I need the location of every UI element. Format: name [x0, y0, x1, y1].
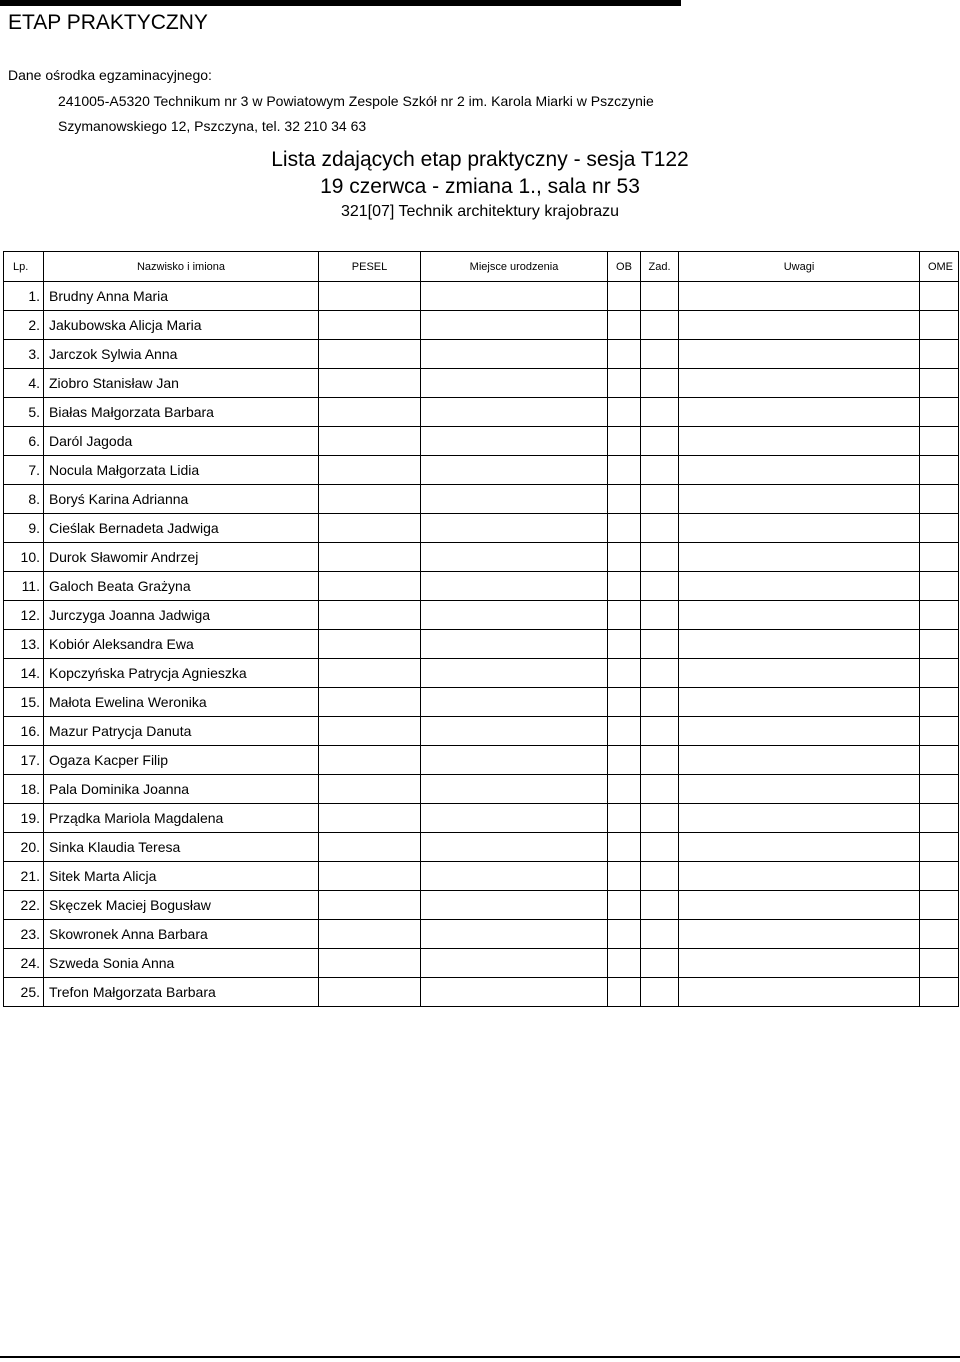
birthplace-cell [421, 601, 608, 630]
pesel-cell [319, 543, 421, 572]
student-name: Kobiór Aleksandra Ewa [44, 630, 319, 659]
birthplace-cell [421, 485, 608, 514]
pesel-cell [319, 282, 421, 311]
pesel-cell [319, 949, 421, 978]
birthplace-cell [421, 717, 608, 746]
row-number: 19. [4, 804, 44, 833]
exam-center-name: 241005-A5320 Technikum nr 3 w Powiatowym Zespole Szkół nr 2 im. Karola Miarki w Pszczynie [58, 93, 654, 109]
pesel-cell [319, 398, 421, 427]
birthplace-cell [421, 949, 608, 978]
uwagi-cell [679, 804, 920, 833]
uwagi-cell [679, 775, 920, 804]
table-row [4, 746, 959, 775]
ome-cell [920, 369, 959, 398]
uwagi-cell [679, 601, 920, 630]
zad-cell [641, 630, 679, 659]
zad-cell [641, 688, 679, 717]
zad-cell [641, 659, 679, 688]
ome-cell [920, 804, 959, 833]
ome-cell [920, 862, 959, 891]
zad-cell [641, 543, 679, 572]
ob-cell [608, 572, 641, 601]
row-number: 9. [4, 514, 44, 543]
zad-cell [641, 833, 679, 862]
uwagi-cell [679, 427, 920, 456]
session-details: 19 czerwca - zmiana 1., sala nr 53 [320, 175, 640, 198]
column-header-pesel: PESEL [319, 252, 421, 282]
ob-cell [608, 369, 641, 398]
table-row [4, 630, 959, 659]
table-row [4, 688, 959, 717]
student-name: Jakubowska Alicja Maria [44, 311, 319, 340]
ob-cell [608, 862, 641, 891]
table-row [4, 456, 959, 485]
pesel-cell [319, 630, 421, 659]
row-number: 11. [4, 572, 44, 601]
uwagi-cell [679, 282, 920, 311]
birthplace-cell [421, 833, 608, 862]
table-row [4, 340, 959, 369]
ome-cell [920, 282, 959, 311]
ob-cell [608, 340, 641, 369]
birthplace-cell [421, 311, 608, 340]
uwagi-cell [679, 949, 920, 978]
table-row [4, 514, 959, 543]
bottom-rule [0, 1356, 960, 1358]
row-number: 1. [4, 282, 44, 311]
table-row [4, 891, 959, 920]
student-name: Białas Małgorzata Barbara [44, 398, 319, 427]
table-row [4, 775, 959, 804]
birthplace-cell [421, 862, 608, 891]
uwagi-cell [679, 514, 920, 543]
table-row [4, 978, 959, 1007]
uwagi-cell [679, 456, 920, 485]
birthplace-cell [421, 543, 608, 572]
row-number: 18. [4, 775, 44, 804]
pesel-cell [319, 311, 421, 340]
ob-cell [608, 543, 641, 572]
birthplace-cell [421, 369, 608, 398]
zad-cell [641, 891, 679, 920]
ob-cell [608, 601, 641, 630]
pesel-cell [319, 427, 421, 456]
uwagi-cell [679, 688, 920, 717]
student-name: Małota Ewelina Weronika [44, 688, 319, 717]
pesel-cell [319, 659, 421, 688]
pesel-cell [319, 978, 421, 1007]
top-rule [0, 0, 681, 6]
student-name: Jarczok Sylwia Anna [44, 340, 319, 369]
ome-cell [920, 572, 959, 601]
table-row [4, 862, 959, 891]
ome-cell [920, 311, 959, 340]
uwagi-cell [679, 543, 920, 572]
ome-cell [920, 398, 959, 427]
ob-cell [608, 775, 641, 804]
student-name: Kopczyńska Patrycja Agnieszka [44, 659, 319, 688]
ob-cell [608, 485, 641, 514]
student-name: Daról Jagoda [44, 427, 319, 456]
uwagi-cell [679, 978, 920, 1007]
uwagi-cell [679, 630, 920, 659]
student-name: Cieślak Bernadeta Jadwiga [44, 514, 319, 543]
uwagi-cell [679, 340, 920, 369]
student-name: Skowronek Anna Barbara [44, 920, 319, 949]
table-row [4, 427, 959, 456]
uwagi-cell [679, 862, 920, 891]
ob-cell [608, 659, 641, 688]
qualification-name: 321[07] Technik architektury krajobrazu [340, 203, 620, 220]
ob-cell [608, 804, 641, 833]
student-name: Ziobro Stanisław Jan [44, 369, 319, 398]
ob-cell [608, 746, 641, 775]
ob-cell [608, 833, 641, 862]
birthplace-cell [421, 427, 608, 456]
student-name: Jurczyga Joanna Jadwiga [44, 601, 319, 630]
zad-cell [641, 340, 679, 369]
uwagi-cell [679, 833, 920, 862]
pesel-cell [319, 514, 421, 543]
row-number: 20. [4, 833, 44, 862]
zad-cell [641, 514, 679, 543]
table-row [4, 601, 959, 630]
pesel-cell [319, 572, 421, 601]
table-row [4, 311, 959, 340]
ob-cell [608, 949, 641, 978]
ob-cell [608, 630, 641, 659]
table-row [4, 572, 959, 601]
zad-cell [641, 949, 679, 978]
pesel-cell [319, 688, 421, 717]
birthplace-cell [421, 688, 608, 717]
row-number: 17. [4, 746, 44, 775]
row-number: 24. [4, 949, 44, 978]
zad-cell [641, 775, 679, 804]
table-row [4, 804, 959, 833]
column-header-ome: OME [920, 252, 959, 282]
student-name: Trefon Małgorzata Barbara [44, 978, 319, 1007]
birthplace-cell [421, 398, 608, 427]
uwagi-cell [679, 369, 920, 398]
ome-cell [920, 688, 959, 717]
ome-cell [920, 340, 959, 369]
birthplace-cell [421, 456, 608, 485]
pesel-cell [319, 862, 421, 891]
pesel-cell [319, 833, 421, 862]
column-header-zad: Zad. [641, 252, 679, 282]
ob-cell [608, 891, 641, 920]
zad-cell [641, 398, 679, 427]
row-number: 5. [4, 398, 44, 427]
zad-cell [641, 369, 679, 398]
ome-cell [920, 456, 959, 485]
table-row [4, 543, 959, 572]
birthplace-cell [421, 804, 608, 833]
birthplace-cell [421, 775, 608, 804]
ob-cell [608, 456, 641, 485]
column-header-ob: OB [608, 252, 641, 282]
column-header-uwagi: Uwagi [679, 252, 920, 282]
zad-cell [641, 427, 679, 456]
birthplace-cell [421, 920, 608, 949]
ome-cell [920, 601, 959, 630]
pesel-cell [319, 340, 421, 369]
zad-cell [641, 717, 679, 746]
row-number: 8. [4, 485, 44, 514]
birthplace-cell [421, 572, 608, 601]
ome-cell [920, 746, 959, 775]
column-header-birthplace: Miejsce urodzenia [421, 252, 608, 282]
uwagi-cell [679, 717, 920, 746]
ob-cell [608, 282, 641, 311]
zad-cell [641, 978, 679, 1007]
uwagi-cell [679, 398, 920, 427]
student-name: Sinka Klaudia Teresa [44, 833, 319, 862]
ob-cell [608, 717, 641, 746]
pesel-cell [319, 920, 421, 949]
table-row [4, 659, 959, 688]
ob-cell [608, 688, 641, 717]
zad-cell [641, 920, 679, 949]
table-row [4, 833, 959, 862]
zad-cell [641, 804, 679, 833]
table-row [4, 485, 959, 514]
list-title: Lista zdających etap praktyczny - sesja T122 [271, 148, 689, 171]
table-header-row [4, 252, 959, 282]
table-row [4, 282, 959, 311]
row-number: 15. [4, 688, 44, 717]
student-rows [4, 282, 959, 1007]
ome-cell [920, 514, 959, 543]
table-row [4, 920, 959, 949]
zad-cell [641, 601, 679, 630]
uwagi-cell [679, 746, 920, 775]
zad-cell [641, 311, 679, 340]
row-number: 23. [4, 920, 44, 949]
zad-cell [641, 746, 679, 775]
column-header-name: Nazwisko i imiona [44, 252, 319, 282]
student-name: Skęczek Maciej Bogusław [44, 891, 319, 920]
row-number: 6. [4, 427, 44, 456]
ome-cell [920, 543, 959, 572]
ome-cell [920, 978, 959, 1007]
row-number: 2. [4, 311, 44, 340]
pesel-cell [319, 601, 421, 630]
uwagi-cell [679, 659, 920, 688]
ob-cell [608, 311, 641, 340]
student-name: Boryś Karina Adrianna [44, 485, 319, 514]
pesel-cell [319, 717, 421, 746]
row-number: 13. [4, 630, 44, 659]
ome-cell [920, 775, 959, 804]
row-number: 10. [4, 543, 44, 572]
zad-cell [641, 456, 679, 485]
row-number: 3. [4, 340, 44, 369]
ob-cell [608, 978, 641, 1007]
student-name: Durok Sławomir Andrzej [44, 543, 319, 572]
student-name: Mazur Patrycja Danuta [44, 717, 319, 746]
zad-cell [641, 572, 679, 601]
student-name: Pala Dominika Joanna [44, 775, 319, 804]
pesel-cell [319, 746, 421, 775]
uwagi-cell [679, 572, 920, 601]
birthplace-cell [421, 282, 608, 311]
student-name: Brudny Anna Maria [44, 282, 319, 311]
ob-cell [608, 514, 641, 543]
column-header-lp: Lp. [4, 252, 44, 282]
ome-cell [920, 485, 959, 514]
row-number: 16. [4, 717, 44, 746]
table-row [4, 717, 959, 746]
student-list-table [3, 251, 959, 1007]
student-name: Sitek Marta Alicja [44, 862, 319, 891]
row-number: 12. [4, 601, 44, 630]
row-number: 21. [4, 862, 44, 891]
ome-cell [920, 920, 959, 949]
uwagi-cell [679, 920, 920, 949]
table-row [4, 949, 959, 978]
ome-cell [920, 630, 959, 659]
birthplace-cell [421, 978, 608, 1007]
ob-cell [608, 920, 641, 949]
uwagi-cell [679, 485, 920, 514]
table-row [4, 369, 959, 398]
row-number: 4. [4, 369, 44, 398]
ome-cell [920, 717, 959, 746]
pesel-cell [319, 369, 421, 398]
birthplace-cell [421, 746, 608, 775]
ome-cell [920, 833, 959, 862]
row-number: 25. [4, 978, 44, 1007]
student-name: Prządka Mariola Magdalena [44, 804, 319, 833]
page-title: ETAP PRAKTYCZNY [8, 11, 208, 34]
uwagi-cell [679, 891, 920, 920]
birthplace-cell [421, 630, 608, 659]
birthplace-cell [421, 891, 608, 920]
birthplace-cell [421, 514, 608, 543]
pesel-cell [319, 456, 421, 485]
student-name: Szweda Sonia Anna [44, 949, 319, 978]
ome-cell [920, 659, 959, 688]
zad-cell [641, 485, 679, 514]
birthplace-cell [421, 659, 608, 688]
pesel-cell [319, 485, 421, 514]
ome-cell [920, 891, 959, 920]
student-name: Galoch Beata Grażyna [44, 572, 319, 601]
pesel-cell [319, 804, 421, 833]
table-row [4, 398, 959, 427]
ome-cell [920, 427, 959, 456]
ob-cell [608, 398, 641, 427]
ob-cell [608, 427, 641, 456]
zad-cell [641, 862, 679, 891]
ome-cell [920, 949, 959, 978]
exam-center-label: Dane ośrodka egzaminacyjnego: [8, 67, 212, 83]
row-number: 22. [4, 891, 44, 920]
uwagi-cell [679, 311, 920, 340]
student-name: Ogaza Kacper Filip [44, 746, 319, 775]
row-number: 14. [4, 659, 44, 688]
exam-center-address: Szymanowskiego 12, Pszczyna, tel. 32 210 34 63 [58, 118, 367, 134]
pesel-cell [319, 891, 421, 920]
zad-cell [641, 282, 679, 311]
birthplace-cell [421, 340, 608, 369]
pesel-cell [319, 775, 421, 804]
row-number: 7. [4, 456, 44, 485]
student-name: Nocula Małgorzata Lidia [44, 456, 319, 485]
